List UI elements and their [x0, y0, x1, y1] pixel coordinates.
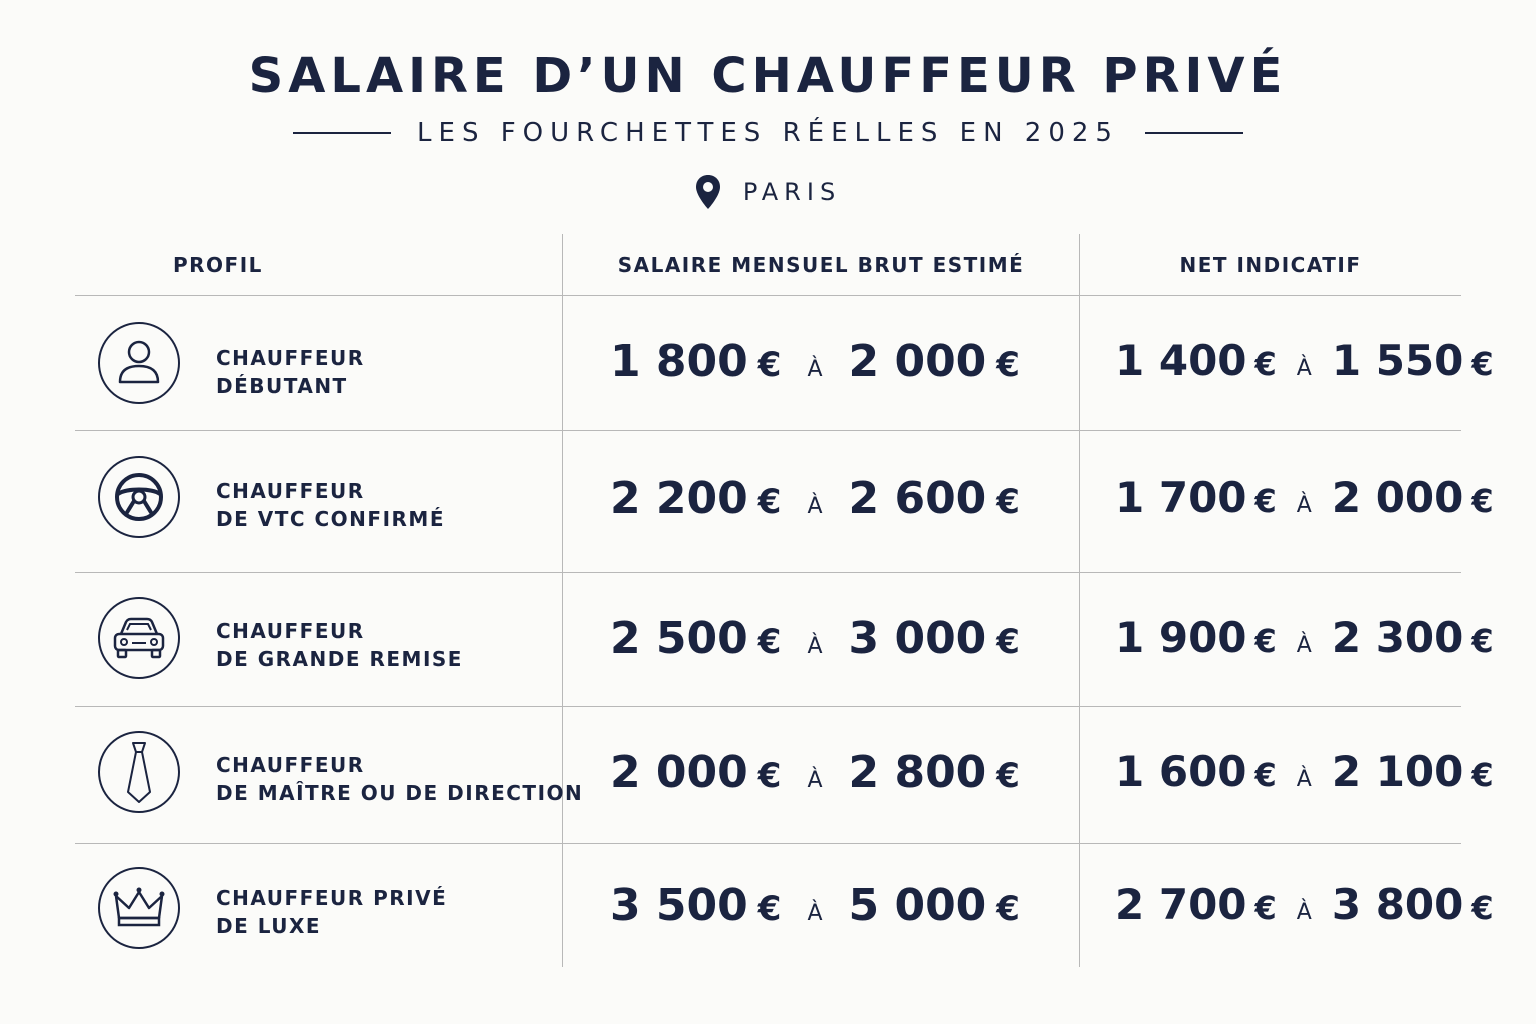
- gross-salary-range: 1 800 € À 2 000 €: [610, 336, 1020, 387]
- location-label: PARIS: [742, 178, 842, 206]
- user-icon: [116, 338, 162, 388]
- gross-salary-range: 2 200 € À 2 600 €: [610, 473, 1020, 524]
- tie-icon: [124, 740, 154, 804]
- table-row: [75, 431, 1494, 572]
- table-row: [75, 844, 1494, 967]
- column-header-net: NET INDICATIF: [1179, 252, 1362, 277]
- crown-icon: [112, 886, 166, 930]
- net-salary-range: 1 700 € À 2 000 €: [1115, 473, 1494, 522]
- salary-table: [75, 234, 1494, 967]
- steering-wheel-icon: [112, 470, 166, 524]
- subtitle-row: [0, 118, 1536, 148]
- subtitle-rule-right: [1145, 132, 1243, 134]
- column-header-gross: SALAIRE MENSUEL BRUT ESTIMÉ: [617, 252, 1025, 277]
- page-subtitle: LES FOURCHETTES RÉELLES EN 2025: [417, 118, 1119, 148]
- gross-salary-range: 2 000 € À 2 800 €: [610, 747, 1020, 798]
- car-icon: [111, 616, 167, 660]
- profile-label: CHAUFFEUR PRIVÉ DE LUXE: [216, 886, 448, 938]
- profile-icon-circle: [98, 867, 180, 949]
- net-salary-range: 1 400 € À 1 550 €: [1115, 336, 1494, 385]
- profile-label: CHAUFFEUR DE MAÎTRE OU DE DIRECTION: [216, 753, 584, 805]
- profile-label: CHAUFFEUR DÉBUTANT: [216, 346, 365, 398]
- gross-salary-range: 2 500 € À 3 000 €: [610, 613, 1020, 664]
- column-header-profile: PROFIL: [173, 252, 263, 277]
- location-pin-icon: [695, 174, 721, 210]
- profile-label: CHAUFFEUR DE VTC CONFIRMÉ: [216, 479, 445, 531]
- subtitle-rule-left: [293, 132, 391, 134]
- profile-label: CHAUFFEUR DE GRANDE REMISE: [216, 619, 463, 671]
- net-salary-range: 1 900 € À 2 300 €: [1115, 613, 1494, 662]
- table-row: [75, 573, 1494, 706]
- page-title: SALAIRE D’UN CHAUFFEUR PRIVÉ: [248, 48, 1288, 104]
- profile-icon-circle: [98, 731, 180, 813]
- gross-salary-range: 3 500 € À 5 000 €: [610, 880, 1020, 931]
- profile-icon-circle: [98, 322, 180, 404]
- profile-icon-circle: [98, 456, 180, 538]
- profile-icon-circle: [98, 597, 180, 679]
- table-row: [75, 707, 1494, 843]
- table-row: [75, 296, 1494, 430]
- location-row: [0, 174, 1536, 210]
- net-salary-range: 1 600 € À 2 100 €: [1115, 747, 1494, 796]
- net-salary-range: 2 700 € À 3 800 €: [1115, 880, 1494, 929]
